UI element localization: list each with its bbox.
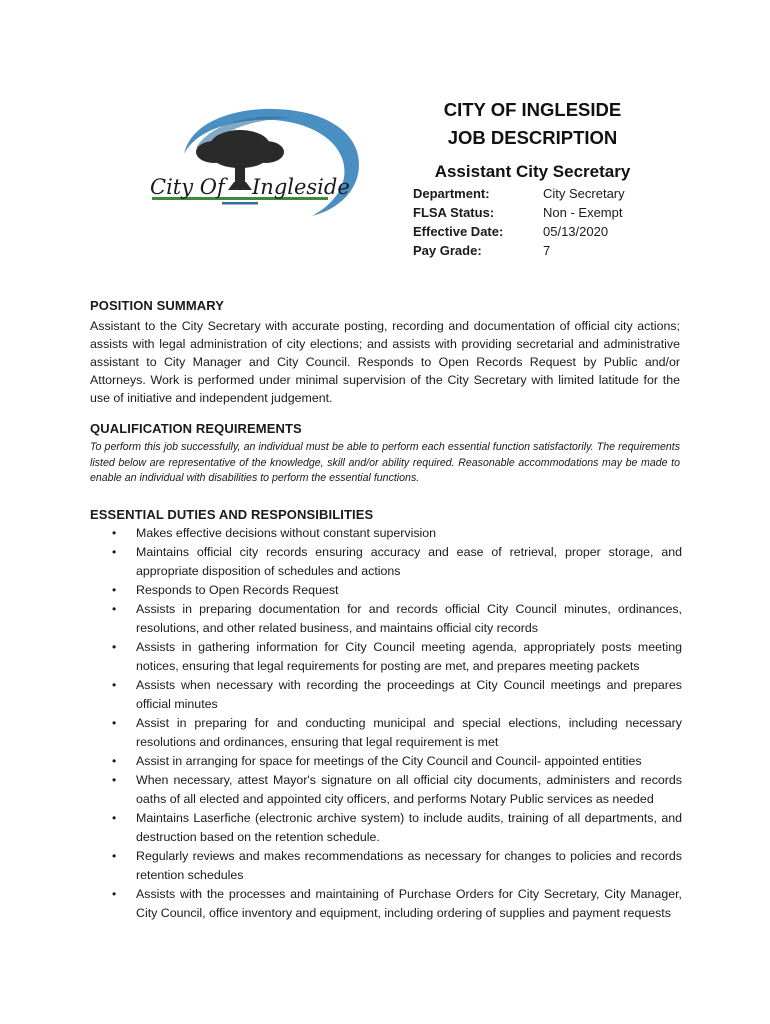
duties-list	[90, 524, 682, 923]
city-title: CITY OF INGLESIDE	[443, 99, 622, 120]
list-item	[90, 847, 682, 885]
list-item	[90, 809, 682, 847]
duties-heading: ESSENTIAL DUTIES AND RESPONSIBILITIES	[90, 507, 374, 522]
list-item	[90, 752, 682, 771]
bullet-icon: •	[112, 526, 117, 540]
list-item	[90, 581, 682, 600]
city-logo	[92, 98, 364, 218]
bullet-icon: •	[112, 716, 117, 730]
duty-text: Assist in arranging for space for meetings of the City Council and Council- appointed entities	[136, 754, 642, 768]
meta-value: City Secretary	[543, 186, 625, 201]
bullet-icon: •	[112, 640, 117, 654]
bullet-icon: •	[112, 678, 117, 692]
duty-text: Assists in preparing documentation for and records official City Council minutes, ordinances, resolutions, and other related business, and maintains official city records	[136, 602, 682, 635]
duty-text: Assists when necessary with recording the proceedings at City Council meetings and prepares official minutes	[136, 678, 682, 711]
list-item	[90, 543, 682, 581]
meta-value: Non - Exempt	[543, 205, 623, 220]
duty-text: Maintains official city records ensuring accuracy and ease of retrieval, proper storage, and appropriate disposition of schedules and actions	[136, 545, 682, 578]
logo-text-left: City Of	[150, 175, 225, 199]
bullet-icon: •	[112, 811, 117, 825]
duty-text: Maintains Laserfiche (electronic archive system) to include audits, training of all departments, and destruction based on the retention schedule.	[136, 811, 682, 844]
document-type-title: JOB DESCRIPTION	[447, 127, 618, 148]
meta-label: Pay Grade:	[413, 243, 482, 258]
job-meta-table	[413, 184, 663, 260]
bullet-icon: •	[112, 773, 117, 787]
bullet-icon: •	[112, 754, 117, 768]
logo-ground-line-short	[222, 202, 258, 205]
position-summary-text: Assistant to the City Secretary with accurate posting, recording and documentation of official city actions; assists with legal administration of city elections; and assists with providing secretarial and administrative assistant to City Manager and City Council. Responds to Open Records Request by Public and/or Attorneys. Work is performed under minimal supervision of the City Secretary with limited latitude for the use of initiative and independent judgement.	[90, 319, 680, 405]
logo-text-right: Ingleside	[252, 175, 350, 199]
bullet-icon: •	[112, 849, 117, 863]
meta-label: FLSA Status:	[413, 205, 495, 220]
meta-row-flsa-status	[413, 203, 663, 222]
duty-text: Assists in gathering information for City Council meeting agenda, appropriately posts meeting notices, ensuring that legal requirements for posting are met, and prepares meeting packets	[136, 640, 682, 673]
bullet-icon: •	[112, 545, 117, 559]
list-item	[90, 600, 682, 638]
list-item	[90, 524, 682, 543]
document-header	[400, 96, 665, 184]
bullet-icon: •	[112, 602, 117, 616]
duty-text: Assist in preparing for and conducting municipal and special elections, including necessary resolutions and ordinances, ensuring that legal requirement is met	[136, 716, 682, 749]
bullet-icon: •	[112, 583, 117, 597]
qualification-text: To perform this job successfully, an individual must be able to perform each essential function satisfactorily. The requirements listed below are representative of the knowledge, skill and/or ability required. Reasonable accommodations may be made to enable an individual with disabilities to perform the essential functions.	[90, 441, 680, 484]
meta-value: 7	[543, 243, 551, 258]
duty-text: Regularly reviews and makes recommendations as necessary for changes to policies and records retention schedules	[136, 849, 682, 882]
meta-row-department	[413, 184, 663, 203]
list-item	[90, 885, 682, 923]
meta-label: Department:	[413, 186, 490, 201]
bullet-icon: •	[112, 887, 117, 901]
meta-row-effective-date	[413, 222, 663, 241]
duty-text: Responds to Open Records Request	[136, 583, 339, 597]
list-item	[90, 638, 682, 676]
list-item	[90, 771, 682, 809]
job-title: Assistant City Secretary	[434, 162, 631, 181]
meta-value: 05/13/2020	[543, 224, 609, 239]
list-item	[90, 714, 682, 752]
meta-row-pay-grade	[413, 241, 663, 260]
qualification-heading: QUALIFICATION REQUIREMENTS	[90, 421, 302, 436]
meta-label: Effective Date:	[413, 224, 504, 239]
duty-text: Makes effective decisions without constant supervision	[136, 526, 437, 540]
position-summary-heading: POSITION SUMMARY	[90, 298, 225, 313]
duty-text: When necessary, attest Mayor's signature on all official city documents, administers and records oaths of all elected and appointed city officers, and performs Notary Public services as needed	[136, 773, 682, 806]
duty-text: Assists with the processes and maintaining of Purchase Orders for City Secretary, City Manager, City Council, office inventory and equipment, including ordering of supplies and payment requests	[136, 887, 682, 920]
list-item	[90, 676, 682, 714]
